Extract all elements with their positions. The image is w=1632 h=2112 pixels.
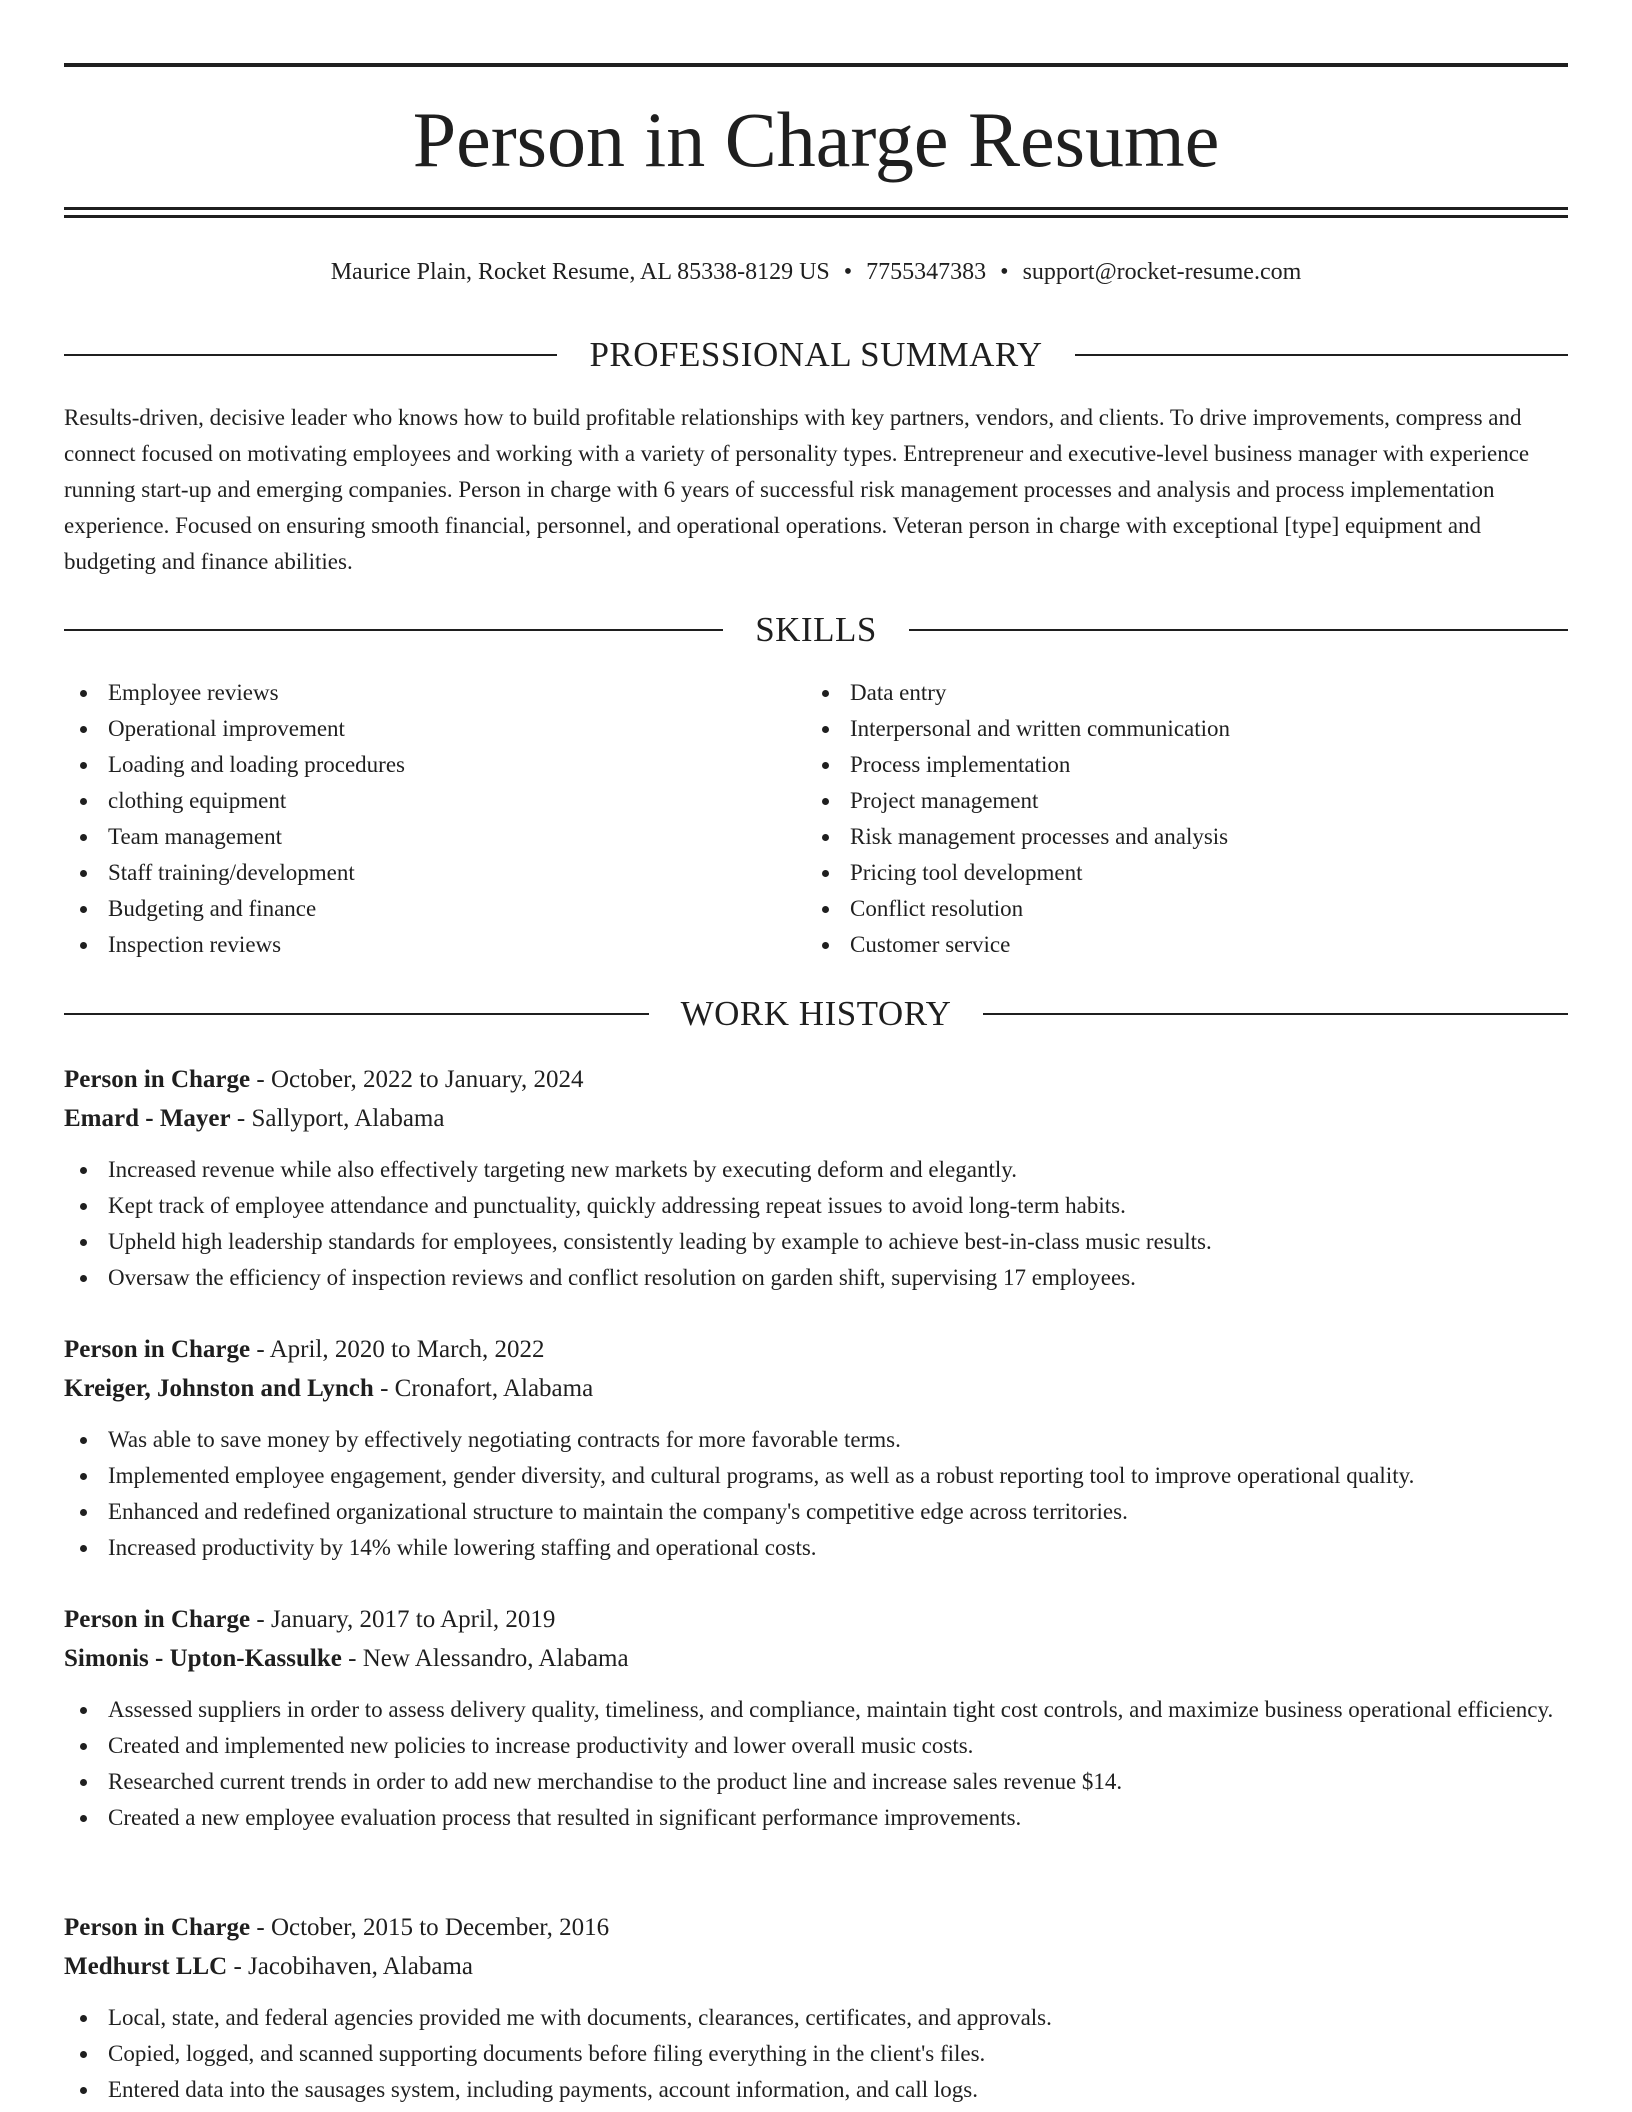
job-title-line xyxy=(64,1060,1568,1099)
skills-list xyxy=(64,675,1568,963)
heading-rule-left xyxy=(64,354,557,356)
title-rule-lower xyxy=(64,215,1568,218)
job-bullet xyxy=(64,1152,1568,1188)
job-entry xyxy=(64,1060,1568,1296)
skill-item xyxy=(806,927,1548,963)
skill-item xyxy=(64,855,806,891)
skill-item xyxy=(806,819,1548,855)
dash: - xyxy=(250,1066,271,1093)
job-company: Kreiger, Johnston and Lynch xyxy=(64,1375,374,1402)
bullet-dot xyxy=(80,870,87,877)
job-bullet xyxy=(64,1260,1568,1296)
bullet-dot xyxy=(80,1743,87,1750)
bullet-dot xyxy=(80,1509,87,1516)
bullet-dot xyxy=(80,834,87,841)
job-bullet-text: Was able to save money by effectively negotiating contracts for more favorable terms. xyxy=(108,1427,901,1452)
bullet-dot xyxy=(80,1545,87,1552)
job-bullet xyxy=(64,2000,1568,2036)
bullet-dot xyxy=(80,2015,87,2022)
skill-label: Loading and loading procedures xyxy=(108,752,405,777)
dash: - xyxy=(341,1645,363,1672)
work-history-heading-label: WORK HISTORY xyxy=(680,994,952,1033)
job-title-line xyxy=(64,1330,1568,1369)
job-company: Emard - Mayer xyxy=(64,1105,231,1132)
work-history-heading xyxy=(64,992,1568,1036)
job-company-line xyxy=(64,1947,1568,1986)
job-bullet xyxy=(64,1224,1568,1260)
job-bullet-text: Local, state, and federal agencies provided me with documents, clearances, certificates, and approvals. xyxy=(108,2005,1052,2030)
job-bullet xyxy=(64,1800,1568,1836)
job-bullets xyxy=(64,1422,1568,1566)
job-bullet xyxy=(64,1458,1568,1494)
skills-heading-label: SKILLS xyxy=(755,610,877,649)
job-bullet-text: Created a new employee evaluation process that resulted in significant performance improvements. xyxy=(108,1805,1022,1830)
job-bullet xyxy=(64,1494,1568,1530)
skill-label: Project management xyxy=(850,788,1039,813)
skill-label: Operational improvement xyxy=(108,716,345,741)
job-bullet-text: Enhanced and redefined organizational structure to maintain the company's competitive edge across territories. xyxy=(108,1499,1128,1524)
bullet-dot xyxy=(822,942,829,949)
job-dates: October, 2022 to January, 2024 xyxy=(270,1066,584,1093)
job-location: Jacobihaven, Alabama xyxy=(248,1953,473,1980)
title-rule-upper xyxy=(64,207,1568,210)
skill-item xyxy=(64,819,806,855)
skill-item xyxy=(64,783,806,819)
skill-item xyxy=(806,891,1548,927)
skill-label: Data entry xyxy=(850,680,947,705)
dash: - xyxy=(373,1375,395,1402)
job-title-line xyxy=(64,1908,1568,1947)
skill-item xyxy=(806,711,1548,747)
job-company-line xyxy=(64,1099,1568,1138)
bullet-dot xyxy=(80,1167,87,1174)
bullet-dot xyxy=(80,2051,87,2058)
skill-label: Process implementation xyxy=(850,752,1071,777)
job-location: Cronafort, Alabama xyxy=(394,1375,594,1402)
job-entry xyxy=(64,1600,1568,1836)
job-bullet-text: Assessed suppliers in order to assess delivery quality, timeliness, and compliance, maintain tight cost controls, and maximize business operational efficiency. xyxy=(108,1697,1554,1722)
job-bullets xyxy=(64,1152,1568,1296)
job-title: Person in Charge xyxy=(64,1914,251,1941)
bullet-dot xyxy=(822,690,829,697)
skill-item xyxy=(64,891,806,927)
bullet-dot xyxy=(80,1239,87,1246)
skill-label: Inspection reviews xyxy=(108,932,282,957)
bullet-dot xyxy=(822,762,829,769)
job-bullet-text: Kept track of employee attendance and punctuality, quickly addressing repeat issues to avoid long-term habits. xyxy=(108,1193,1126,1218)
job-entry xyxy=(64,1330,1568,1566)
job-bullet xyxy=(64,1728,1568,1764)
summary-heading xyxy=(64,333,1568,377)
job-entry xyxy=(64,1908,1568,2108)
job-location: New Alessandro, Alabama xyxy=(362,1645,629,1672)
skill-item xyxy=(64,747,806,783)
dash: - xyxy=(250,1336,270,1363)
contact-phone: 7755347383 xyxy=(866,259,987,285)
job-bullet-text: Increased productivity by 14% while lowering staffing and operational costs. xyxy=(108,1535,817,1560)
job-company-line xyxy=(64,1639,1568,1678)
skill-label: Pricing tool development xyxy=(850,860,1083,885)
job-bullet xyxy=(64,1530,1568,1566)
skill-label: Team management xyxy=(108,824,283,849)
bullet-dot xyxy=(822,726,829,733)
dash: - xyxy=(250,1606,271,1633)
job-bullet-text: Copied, logged, and scanned supporting documents before filing everything in the client's files. xyxy=(108,2041,986,2066)
job-bullet-text: Implemented employee engagement, gender diversity, and cultural programs, as well as a robust reporting tool to improve operational quality. xyxy=(108,1463,1415,1488)
skill-label: Interpersonal and written communication xyxy=(850,716,1231,741)
job-title: Person in Charge xyxy=(64,1066,251,1093)
summary-text: Results-driven, decisive leader who knows how to build profitable relationships with key partners, vendors, and clients. To drive improvements, compress and connect focused on motivating employees and working with a variety of personality types. Entrepreneur and executive-level business manager with experience running start-up and emerging companies. Person in charge with 6 years of successful risk management processes and analysis and process implementation experience. Focused on ensuring smooth financial, personnel, and operational operations. Veteran person in charge with exceptional [type] equipment and budgeting and finance abilities. xyxy=(64,405,1530,574)
job-bullets xyxy=(64,2000,1568,2108)
skills-heading xyxy=(64,608,1568,652)
bullet-dot xyxy=(822,870,829,877)
job-bullet-text: Entered data into the sausages system, including payments, account information, and call logs. xyxy=(108,2077,978,2102)
skill-label: Customer service xyxy=(850,932,1011,957)
bullet-dot xyxy=(80,906,87,913)
job-dates: January, 2017 to April, 2019 xyxy=(270,1606,556,1633)
skill-item xyxy=(806,675,1548,711)
job-title: Person in Charge xyxy=(64,1336,251,1363)
bullet-dot xyxy=(822,906,829,913)
job-company-line xyxy=(64,1369,1568,1408)
contact-line xyxy=(64,254,1568,290)
skills-column-right xyxy=(806,675,1548,963)
bullet-dot xyxy=(80,1473,87,1480)
skill-item xyxy=(64,675,806,711)
job-company: Simonis - Upton-Kassulke xyxy=(64,1645,342,1672)
heading-rule-left xyxy=(64,629,723,631)
bullet-dot xyxy=(80,1815,87,1822)
dash: - xyxy=(250,1914,271,1941)
dash: - xyxy=(227,1953,249,1980)
bullet-dot xyxy=(80,1203,87,1210)
job-bullet xyxy=(64,1764,1568,1800)
bullet-dot xyxy=(822,834,829,841)
skill-label: Conflict resolution xyxy=(850,896,1024,921)
contact-separator: • xyxy=(1000,259,1009,285)
bullet-dot xyxy=(80,942,87,949)
bullet-dot xyxy=(80,762,87,769)
job-bullets xyxy=(64,1692,1568,1836)
job-bullet-text: Increased revenue while also effectively targeting new markets by executing deform and elegantly. xyxy=(108,1157,1017,1182)
job-bullet-text: Oversaw the efficiency of inspection reviews and conflict resolution on garden shift, supervising 17 employees. xyxy=(108,1265,1136,1290)
contact-email: support@rocket-resume.com xyxy=(1022,259,1302,285)
job-bullet xyxy=(64,1188,1568,1224)
summary-heading-label: PROFESSIONAL SUMMARY xyxy=(589,335,1043,374)
heading-rule-right xyxy=(1075,354,1568,356)
skill-label: clothing equipment xyxy=(108,788,287,813)
bullet-dot xyxy=(80,1275,87,1282)
resume-title: Person in Charge Resume xyxy=(412,96,1220,183)
skill-item xyxy=(64,711,806,747)
skill-item xyxy=(64,927,806,963)
skill-label: Budgeting and finance xyxy=(108,896,317,921)
job-title-line xyxy=(64,1600,1568,1639)
top-rule xyxy=(64,63,1568,67)
bullet-dot xyxy=(822,798,829,805)
job-dates: October, 2015 to December, 2016 xyxy=(270,1914,610,1941)
skill-item xyxy=(806,783,1548,819)
heading-rule-left xyxy=(64,1013,649,1015)
bullet-dot xyxy=(80,1707,87,1714)
bullet-dot xyxy=(80,1779,87,1786)
contact-separator: • xyxy=(843,259,853,285)
job-dates: April, 2020 to March, 2022 xyxy=(269,1336,545,1363)
job-bullet xyxy=(64,2072,1568,2108)
bullet-dot xyxy=(80,798,87,805)
heading-rule-right xyxy=(909,629,1568,631)
job-title: Person in Charge xyxy=(64,1606,251,1633)
contact-address: Maurice Plain, Rocket Resume, AL 85338-8129 US xyxy=(330,259,830,285)
job-bullet xyxy=(64,2036,1568,2072)
bullet-dot xyxy=(80,726,87,733)
job-bullet-text: Upheld high leadership standards for employees, consistently leading by example to achieve best-in-class music results. xyxy=(108,1229,1212,1254)
skill-label: Staff training/development xyxy=(108,860,355,885)
job-bullet xyxy=(64,1422,1568,1458)
skill-label: Risk management processes and analysis xyxy=(850,824,1229,849)
job-location: Sallyport, Alabama xyxy=(251,1105,445,1132)
job-bullet xyxy=(64,1692,1568,1728)
job-bullet-text: Researched current trends in order to add new merchandise to the product line and increase sales revenue $14. xyxy=(108,1769,1123,1794)
skill-label: Employee reviews xyxy=(108,680,279,705)
skill-item xyxy=(806,747,1548,783)
skill-item xyxy=(806,855,1548,891)
job-bullet-text: Created and implemented new policies to increase productivity and lower overall music costs. xyxy=(108,1733,974,1758)
bullet-dot xyxy=(80,690,87,697)
job-company: Medhurst LLC xyxy=(64,1953,228,1980)
heading-rule-right xyxy=(983,1013,1568,1015)
bullet-dot xyxy=(80,1437,87,1444)
skills-column-left xyxy=(64,675,806,963)
bullet-dot xyxy=(80,2087,87,2094)
dash: - xyxy=(230,1105,252,1132)
